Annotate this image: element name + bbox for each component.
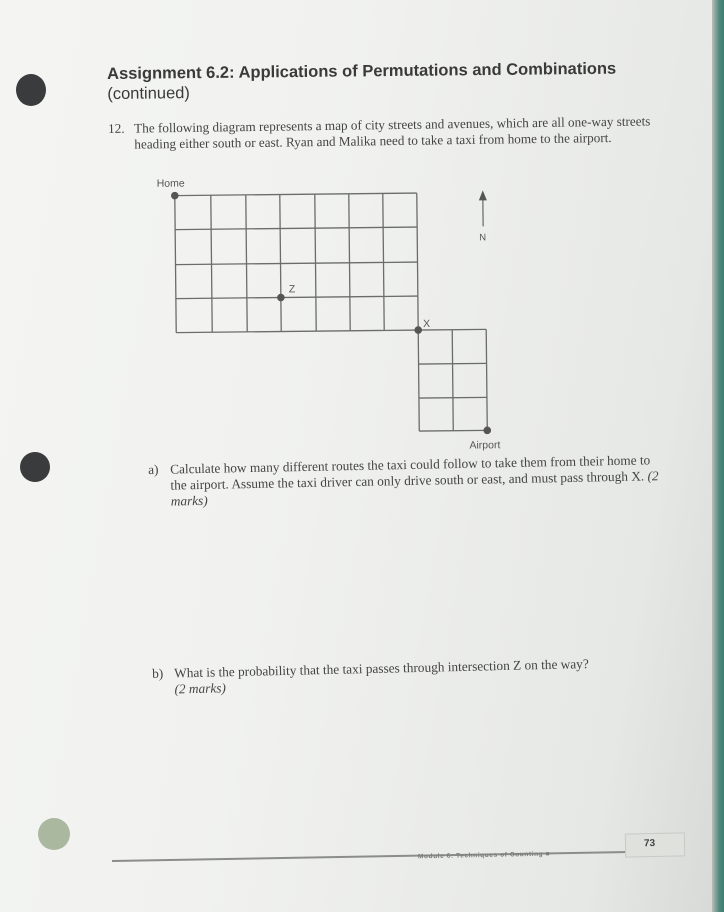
grid-line (452, 330, 453, 431)
assignment-title-text: Assignment 6.2: Applications of Permutations and Combinations (107, 59, 617, 83)
grid-line (383, 193, 384, 330)
intersection-x-point (414, 326, 422, 334)
part-a-text: Calculate how many different routes the taxi could follow to take them from their home to the airport. Assume the taxi driver can only drive south or east, and must pass through X. (169, 452, 651, 493)
north-arrow-head (479, 190, 487, 200)
module-footer: Module 6: Techniques of Counting ■ (417, 850, 551, 861)
background-edge (712, 0, 724, 912)
page-number: 73 (643, 837, 656, 850)
grid-line (417, 193, 418, 330)
z-label: Z (288, 283, 296, 296)
part-a-body (170, 452, 669, 510)
home-label: Home (156, 177, 185, 190)
lower-grid (418, 329, 487, 431)
assignment-subtitle: (continued) (107, 84, 190, 103)
airport-point (483, 427, 491, 435)
binder-hole (20, 452, 50, 482)
grid-line (486, 329, 487, 430)
assignment-title (107, 58, 647, 104)
part-b-marks: (2 marks) (174, 680, 227, 697)
street-map-diagram (150, 170, 510, 460)
grid-line (175, 196, 176, 333)
binder-hole (38, 818, 70, 850)
north-label: N (479, 232, 487, 244)
question-12 (108, 113, 668, 152)
part-b-letter: b) (152, 665, 164, 681)
grid-line (280, 195, 281, 332)
home-point (171, 192, 179, 200)
binder-hole (16, 74, 46, 106)
grid-line (349, 194, 350, 331)
airport-label: Airport (469, 439, 501, 452)
grid-line (315, 194, 316, 331)
upper-grid (175, 193, 418, 333)
part-a (148, 452, 669, 510)
grid-line (418, 330, 419, 431)
footer-rule (112, 850, 682, 861)
part-a-marks: (2 marks) (170, 468, 659, 509)
question-text: The following diagram represents a map of city streets and avenues, which are all one-way streets heading either south or east. Ryan and Malika need to take a taxi from home to the airport. (133, 113, 651, 152)
part-b (152, 654, 673, 698)
grid-line (211, 195, 212, 332)
page-number-box (625, 832, 685, 857)
part-b-text: What is the probability that the taxi passes through intersection Z on the way? (173, 656, 589, 681)
question-number: 12. (108, 120, 125, 136)
part-b-body (174, 654, 673, 697)
part-a-letter: a) (148, 461, 159, 477)
intersection-z-point (277, 294, 285, 302)
x-label: X (423, 317, 431, 331)
grid-line (246, 195, 247, 332)
